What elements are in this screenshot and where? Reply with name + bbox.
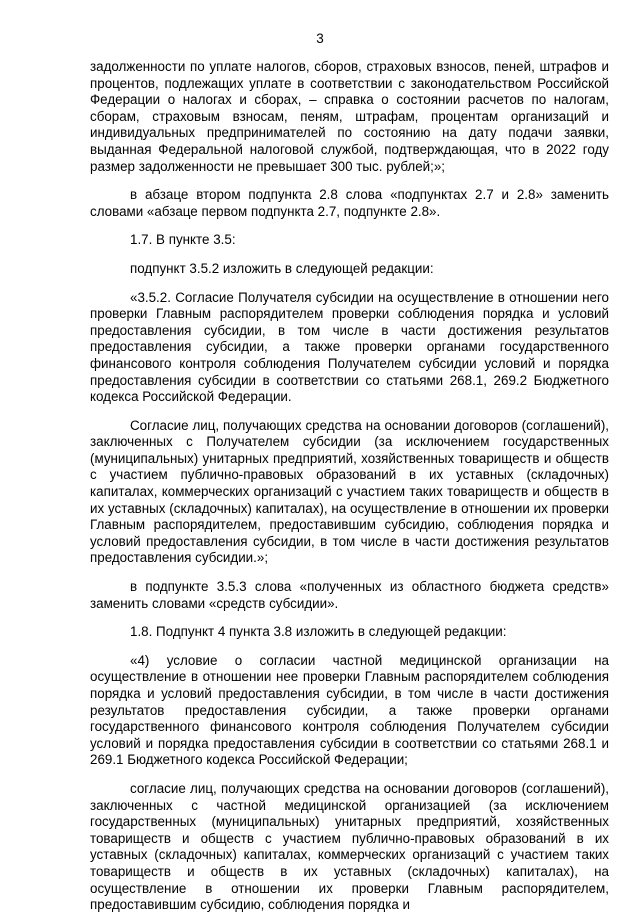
paragraph: в абзаце втором подпункта 2.8 слова «подпунктах 2.7 и 2.8» заменить словами «абзаце первом подпункта 2.7, подпункте 2.8». xyxy=(90,187,609,219)
paragraph: согласие лиц, получающих средства на основании договоров (соглашений), заключенных с частной медицинской организацией (за исключением государственных (муниципальных) унитарных предприятий, хозяйственных товариществ и обществ с участием публично-правовых образований в их уставных (складочных) капиталах, коммерческих организаций с участием таких товариществ и обществ в их уставных (складочных) капиталах), на осуществление в отношении их проверки Главным распорядителем, предоставившим субсидию, соблюдения порядка и xyxy=(90,780,609,913)
document-body xyxy=(90,59,609,914)
paragraph: Согласие лиц, получающих средства на основании договоров (соглашений), заключенных с Получателем субсидии (за исключением государственных (муниципальных) унитарных предприятий, хозяйственных товариществ и обществ с участием публично-правовых образований в их уставных (складочных) капиталах, коммерческих организаций с участием таких товариществ и обществ в их уставных (складочных) капиталах), на осуществление в отношении их проверки Главным распорядителем, предоставившим субсидию, соблюдения порядка и условий предоставления субсидии, в том числе в части достижения результатов предоставления субсидии.»; xyxy=(90,417,609,566)
paragraph: «4) условие о согласии частной медицинской организации на осуществление в отношении нее проверки Главным распорядителем соблюдения порядка и условий предоставления субсидии, в том числе в части достижения результатов предоставления субсидии, а также проверки органами государственного финансового контроля соблюдения Получателем субсидии условий и порядка предоставления субсидии в соответствии со статьями 268.1 и 269.1 Бюджетного кодекса Российской Федерации; xyxy=(90,652,609,768)
paragraph-continuation: задолженности по уплате налогов, сборов, страховых взносов, пеней, штрафов и процентов, подлежащих уплате в соответствии с законодательством Российской Федерации о налогах и сборах, – справка о состоянии расчетов по налогам, сборам, страховым взносам, пеням, штрафам, процентам организаций и индивидуальных предпринимателей по состоянию на дату подачи заявки, выданная Федеральной налоговой службой, подтверждающая, что в 2022 году размер задолженности не превышает 300 тыс. рублей;»; xyxy=(90,59,609,174)
page-number: 3 xyxy=(316,31,324,46)
paragraph-point-heading: 1.7. В пункте 3.5: xyxy=(130,232,236,248)
paragraph-point-heading: 1.8. Подпункт 4 пункта 3.8 изложить в следующей редакции: xyxy=(130,624,507,640)
paragraph: в подпункте 3.5.3 слова «полученных из областного бюджета средств» заменить словами «средств субсидии». xyxy=(90,579,609,611)
paragraph: «3.5.2. Согласие Получателя субсидии на осуществление в отношении него проверки Главным распорядителем проверки соблюдения порядка и условий предоставления субсидии, в том числе в части достижения результатов предоставления субсидии, а также проверки органами государственного финансового контроля соблюдения Получателем субсидии условий и порядка предоставления субсидии в соответствии со статьями 268.1, 269.2 Бюджетного кодекса Российской Федерации. xyxy=(90,289,609,405)
paragraph: подпункт 3.5.2 изложить в следующей редакции: xyxy=(130,260,434,276)
